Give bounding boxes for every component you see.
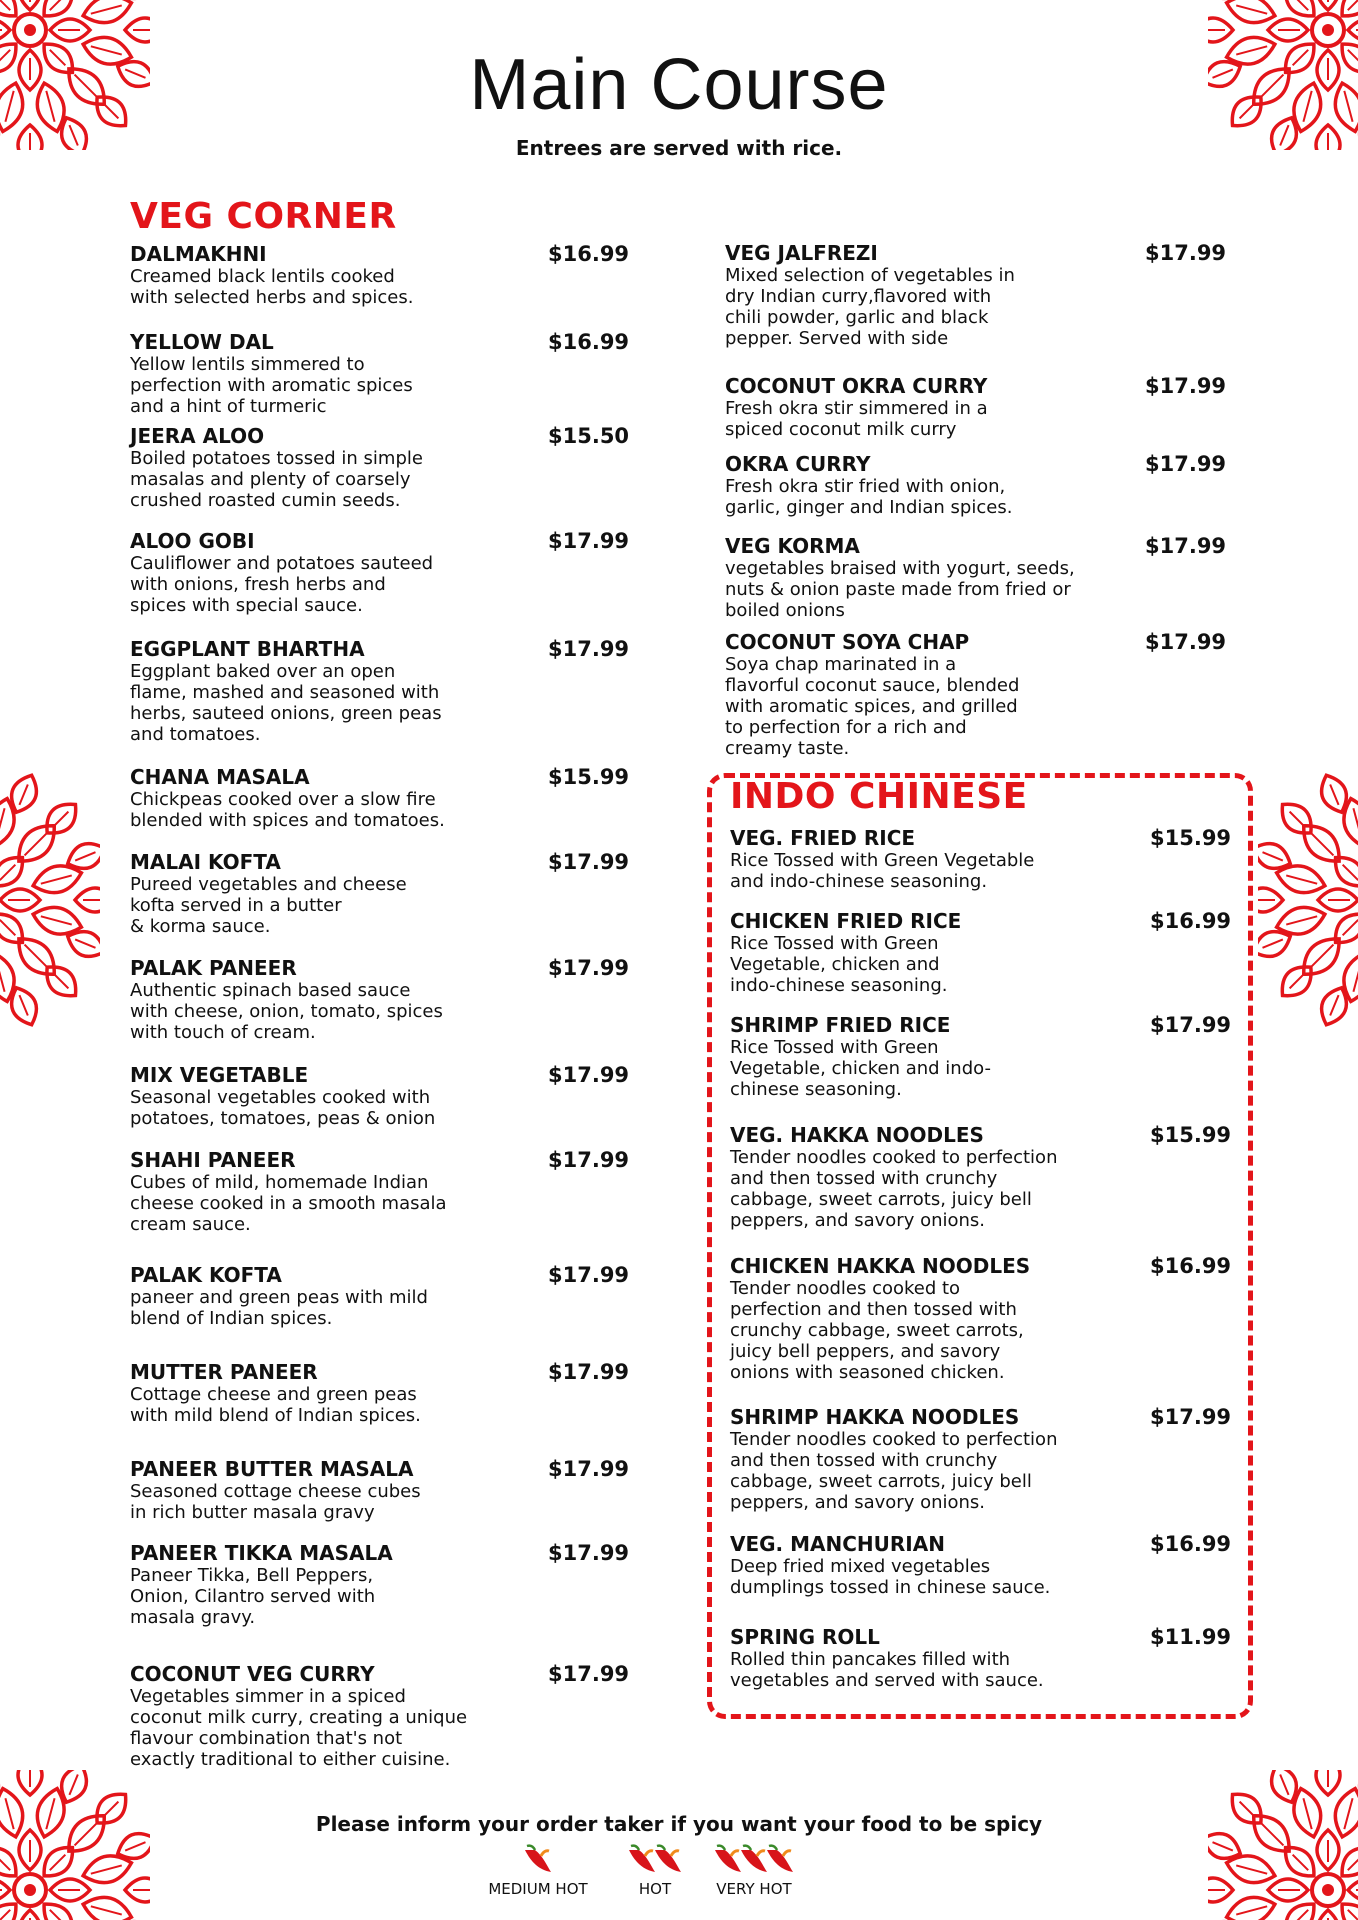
menu-item-price: $15.50 <box>548 424 630 448</box>
menu-item-name: VEG KORMA <box>725 534 860 558</box>
menu-item-name: PANEER TIKKA MASALA <box>130 1541 393 1565</box>
menu-item-price: $16.99 <box>1150 1254 1232 1278</box>
menu-item-name: CHICKEN FRIED RICE <box>730 909 962 933</box>
spice-note: Please inform your order taker if you want your food to be spicy <box>315 1812 1043 1836</box>
menu-item <box>725 241 1227 349</box>
menu-item <box>130 956 630 1043</box>
menu-item-description: Tender noodles cooked to perfection and then tossed with crunchy cabbage, sweet carrots, juicy bell peppers, and savory onions. <box>730 1147 1058 1231</box>
mandala-icon <box>1258 760 1358 1040</box>
mandala-icon <box>0 1770 150 1920</box>
menu-item-name: MUTTER PANEER <box>130 1360 318 1384</box>
menu-item-name: OKRA CURRY <box>725 452 871 476</box>
menu-item-description: Seasonal vegetables cooked with potatoes, tomatoes, peas & onion <box>130 1087 436 1129</box>
menu-item <box>730 1254 1232 1383</box>
menu-item-price: $17.99 <box>1145 241 1227 265</box>
menu-item-description: Rice Tossed with Green Vegetable, chicken and indo-chinese seasoning. <box>730 933 948 996</box>
indo-chinese-heading: INDO CHINESE <box>730 776 1028 817</box>
menu-item-price: $17.99 <box>1145 374 1227 398</box>
menu-item-description: Rice Tossed with Green Vegetable and indo-chinese seasoning. <box>730 850 1035 892</box>
menu-item-price: $17.99 <box>548 529 630 553</box>
menu-item-name: PANEER BUTTER MASALA <box>130 1457 414 1481</box>
menu-item <box>130 1263 630 1329</box>
menu-item <box>730 1405 1232 1513</box>
spice-level-label: HOT <box>638 1880 672 1898</box>
menu-item <box>130 637 630 745</box>
menu-item-price: $17.99 <box>548 1263 630 1287</box>
menu-item-price: $17.99 <box>548 637 630 661</box>
menu-item-name: VEG. FRIED RICE <box>730 826 916 850</box>
menu-item-name: DALMAKHNI <box>130 242 267 266</box>
menu-item-price: $17.99 <box>548 1148 630 1172</box>
menu-item-price: $15.99 <box>548 765 630 789</box>
mandala-ornament-bottom-left <box>0 1770 150 1920</box>
menu-item <box>130 1457 630 1523</box>
chili-pepper-icon <box>651 1842 685 1876</box>
menu-item-description: Rolled thin pancakes filled with vegetables and served with sauce. <box>730 1649 1044 1691</box>
menu-item-name: SHAHI PANEER <box>130 1148 296 1172</box>
menu-item-price: $17.99 <box>1150 1013 1232 1037</box>
menu-item-description: Mixed selection of vegetables in dry Indian curry,flavored with chili powder, garlic and black pepper. Served with side <box>725 265 1015 349</box>
menu-item-price: $15.99 <box>1150 826 1232 850</box>
spice-level-label: VERY HOT <box>716 1880 792 1898</box>
menu-item <box>725 534 1227 621</box>
menu-item-price: $16.99 <box>1150 909 1232 933</box>
menu-item-price: $17.99 <box>1150 1405 1232 1429</box>
menu-item-description: Chickpeas cooked over a slow fire blended with spices and tomatoes. <box>130 789 445 831</box>
menu-item-price: $11.99 <box>1150 1625 1232 1649</box>
menu-item-description: Fresh okra stir simmered in a spiced coconut milk curry <box>725 398 988 440</box>
spice-level <box>478 1842 598 1898</box>
menu-item-description: Authentic spinach based sauce with cheese, onion, tomato, spices with touch of cream. <box>130 980 443 1043</box>
menu-item-name: SHRIMP FRIED RICE <box>730 1013 951 1037</box>
menu-item-price: $17.99 <box>548 850 630 874</box>
chili-pepper-icon <box>763 1842 797 1876</box>
spice-level <box>618 1842 692 1898</box>
menu-item <box>130 529 630 616</box>
menu-item-name: SPRING ROLL <box>730 1625 880 1649</box>
menu-item-name: VEG. HAKKA NOODLES <box>730 1123 984 1147</box>
menu-item-description: Paneer Tikka, Bell Peppers, Onion, Cilantro served with masala gravy. <box>130 1565 376 1628</box>
menu-item-description: Deep fried mixed vegetables dumplings tossed in chinese sauce. <box>730 1556 1051 1598</box>
menu-item-name: COCONUT VEG CURRY <box>130 1662 375 1686</box>
menu-item <box>130 850 630 937</box>
menu-item-name: YELLOW DAL <box>130 330 274 354</box>
menu-item-name: PALAK KOFTA <box>130 1263 282 1287</box>
menu-item <box>130 1360 630 1426</box>
mandala-icon <box>0 760 100 1040</box>
menu-item-description: Vegetables simmer in a spiced coconut milk curry, creating a unique flavour combination that's not exactly traditional to either cuisine. <box>130 1686 468 1770</box>
menu-item <box>130 330 630 417</box>
menu-item-name: MIX VEGETABLE <box>130 1063 309 1087</box>
menu-item-price: $17.99 <box>548 1541 630 1565</box>
menu-item-name: EGGPLANT BHARTHA <box>130 637 365 661</box>
menu-item-description: Tender noodles cooked to perfection and then tossed with crunchy cabbage, sweet carrots, juicy bell peppers, and savory onions with seasoned chicken. <box>730 1278 1024 1383</box>
menu-item <box>130 1541 630 1628</box>
menu-item-name: COCONUT OKRA CURRY <box>725 374 988 398</box>
spice-level <box>702 1842 806 1898</box>
menu-item <box>730 909 1232 996</box>
menu-item-description: Cubes of mild, homemade Indian cheese cooked in a smooth masala cream sauce. <box>130 1172 447 1235</box>
menu-item-description: Yellow lentils simmered to perfection with aromatic spices and a hint of turmeric <box>130 354 413 417</box>
menu-item <box>730 1625 1232 1691</box>
page-subtitle: Entrees are served with rice. <box>515 136 843 160</box>
page-title: Main Course <box>469 45 889 125</box>
mandala-ornament-mid-right <box>1258 760 1358 1060</box>
menu-item-price: $17.99 <box>1145 452 1227 476</box>
menu-item-price: $17.99 <box>1145 534 1227 558</box>
menu-item-price: $17.99 <box>548 1457 630 1481</box>
menu-item-description: Soya chap marinated in a flavorful coconut sauce, blended with aromatic spices, and grilled to perfection for a rich and creamy taste. <box>725 654 1020 759</box>
menu-item <box>730 826 1232 892</box>
menu-item-description: Eggplant baked over an open flame, mashed and seasoned with herbs, sauteed onions, green peas and tomatoes. <box>130 661 442 745</box>
menu-item-description: Cottage cheese and green peas with mild blend of Indian spices. <box>130 1384 421 1426</box>
menu-item-price: $17.99 <box>548 1063 630 1087</box>
menu-item-name: MALAI KOFTA <box>130 850 281 874</box>
menu-item-name: VEG JALFREZI <box>725 241 878 265</box>
menu-item-description: Tender noodles cooked to perfection and then tossed with crunchy cabbage, sweet carrots, juicy bell peppers, and savory onions. <box>730 1429 1058 1513</box>
chili-pepper-icon <box>521 1842 555 1876</box>
mandala-ornament-bottom-right <box>1208 1770 1358 1920</box>
menu-item-price: $17.99 <box>548 1360 630 1384</box>
menu-item-name: ALOO GOBI <box>130 529 255 553</box>
menu-item-name: VEG. MANCHURIAN <box>730 1532 945 1556</box>
menu-item-name: CHICKEN HAKKA NOODLES <box>730 1254 1031 1278</box>
menu-item <box>130 1148 630 1235</box>
menu-item-name: CHANA MASALA <box>130 765 310 789</box>
menu-item-price: $16.99 <box>548 330 630 354</box>
menu-item <box>730 1013 1232 1100</box>
menu-item-name: SHRIMP HAKKA NOODLES <box>730 1405 1020 1429</box>
menu-item-description: Fresh okra stir fried with onion, garlic, ginger and Indian spices. <box>725 476 1013 518</box>
menu-item <box>730 1532 1232 1598</box>
menu-item <box>725 374 1227 440</box>
menu-item-price: $17.99 <box>548 956 630 980</box>
menu-item <box>130 1063 630 1129</box>
mandala-icon <box>1208 1770 1358 1920</box>
menu-item-price: $17.99 <box>548 1662 630 1686</box>
menu-item <box>130 424 630 511</box>
menu-item-description: paneer and green peas with mild blend of Indian spices. <box>130 1287 428 1329</box>
mandala-ornament-mid-left <box>0 760 100 1060</box>
menu-item-description: Creamed black lentils cooked with selected herbs and spices. <box>130 266 414 308</box>
menu-item-description: Pureed vegetables and cheese kofta served in a butter & korma sauce. <box>130 874 407 937</box>
menu-item <box>130 242 630 308</box>
menu-item <box>130 1662 630 1770</box>
menu-item-description: Rice Tossed with Green Vegetable, chicken and indo- chinese seasoning. <box>730 1037 991 1100</box>
menu-item-description: vegetables braised with yogurt, seeds, nuts & onion paste made from fried or boiled onions <box>725 558 1075 621</box>
menu-item <box>725 452 1227 518</box>
veg-corner-heading: VEG CORNER <box>130 196 397 237</box>
menu-item <box>130 765 630 831</box>
spice-level-label: MEDIUM HOT <box>488 1880 588 1898</box>
menu-item-name: PALAK PANEER <box>130 956 297 980</box>
menu-item <box>725 630 1227 759</box>
menu-item-price: $16.99 <box>548 242 630 266</box>
menu-item-name: COCONUT SOYA CHAP <box>725 630 970 654</box>
menu-item-price: $17.99 <box>1145 630 1227 654</box>
menu-item-name: JEERA ALOO <box>130 424 265 448</box>
menu-item <box>730 1123 1232 1231</box>
menu-item-price: $16.99 <box>1150 1532 1232 1556</box>
menu-item-description: Seasoned cottage cheese cubes in rich butter masala gravy <box>130 1481 421 1523</box>
menu-item-price: $15.99 <box>1150 1123 1232 1147</box>
menu-item-description: Cauliflower and potatoes sauteed with onions, fresh herbs and spices with special sauce. <box>130 553 434 616</box>
menu-item-description: Boiled potatoes tossed in simple masalas and plenty of coarsely crushed roasted cumin seeds. <box>130 448 423 511</box>
